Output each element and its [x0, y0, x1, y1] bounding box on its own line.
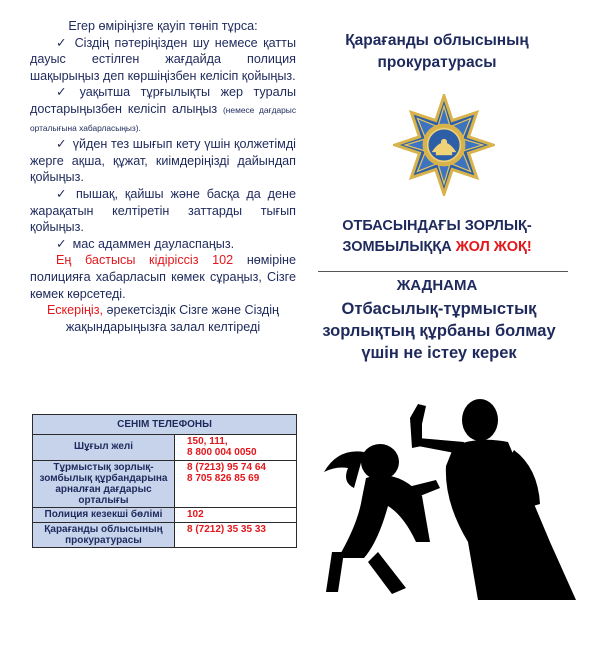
advice-item-2 [30, 84, 296, 136]
check-mark-icon: ✓ [56, 85, 74, 100]
check-mark-icon: ✓ [56, 137, 67, 152]
call-police-paragraph [30, 252, 296, 302]
divider [318, 271, 568, 272]
advice-item-3-text: үйден тез шығып кету үшін қолжетімді жерге ақша, құжат, киімдеріңізді дайындап қойыңыз. [30, 137, 296, 185]
hotline-table [32, 414, 297, 548]
phone-number: 8 705 826 85 69 [187, 472, 260, 484]
hotline-numbers [175, 435, 297, 460]
warning-paragraph [30, 302, 296, 335]
table-row [33, 508, 297, 522]
slogan-main: ОТБАСЫНДАҒЫ ЗОРЛЫҚ-ЗОМБЫЛЫҚҚА [342, 218, 532, 255]
hotline-numbers [175, 460, 297, 508]
hotline-table-header-row [33, 415, 297, 435]
slogan-highlight: ЖОЛ ЖОҚ! [455, 239, 532, 255]
phone-number: 150, 111, [187, 436, 228, 448]
advice-item-1-text: Сіздің пәтеріңізден шу немесе қатты дауыс естілген жағдайда полиция шақырыңыз деп көршіңізбен келісіп қойыңыз. [30, 35, 296, 83]
call-police-highlight: Ең бастысы кідіріссіз 102 [56, 253, 234, 268]
advice-item-4 [30, 186, 296, 236]
table-row [33, 522, 297, 547]
slogan [318, 216, 556, 258]
table-row [33, 435, 297, 460]
leaflet-subtitle: Отбасылық-тұрмыстық зорлықтың құрбаны болмау үшін не істеу керек [322, 300, 556, 362]
hotline-label: Шұғыл желі [33, 435, 175, 460]
advice-item-5 [30, 236, 296, 253]
advice-item-3 [30, 136, 296, 186]
warning-highlight: Ескеріңіз, [46, 303, 104, 318]
phone-number: 8 (7212) 35 35 33 [187, 523, 266, 535]
call-police-text: нөміріне полицияға хабарласып көмек сұраңыз, Сізге көмек көрсетеді. [30, 253, 296, 301]
phone-number: 102 [187, 509, 204, 521]
advice-intro: Егер өміріңізге қауіп төніп тұрса: [68, 19, 258, 33]
check-mark-icon: ✓ [56, 186, 70, 201]
phone-number: 8 (7213) 95 74 64 [187, 461, 266, 473]
advice-item-2-note: (немесе дағдарыс орталығына хабарласыңыз). [30, 104, 297, 133]
check-mark-icon: ✓ [56, 35, 69, 50]
hotline-label: Тұрмыстық зорлық-зомбылық құрбандарына арналған дағдарыс орталығы [33, 460, 175, 508]
table-row [33, 460, 297, 508]
hotline-table-header: СЕНІМ ТЕЛЕФОНЫ [33, 415, 297, 435]
domestic-violence-silhouette-icon [318, 392, 576, 600]
leaflet-title: ЖАДНАМА [396, 277, 478, 294]
organization-title: Қарағанды облысының прокуратурасы [345, 32, 529, 71]
check-mark-icon: ✓ [56, 236, 67, 251]
hotline-numbers [175, 508, 297, 522]
hotline-numbers [175, 522, 297, 547]
advice-item-5-text: мас адаммен дауласпаңыз. [72, 236, 235, 251]
advice-item-2-text: уақытша тұрғылықты жер туралы достарыңызбен келісіп алыңыз [30, 85, 296, 116]
advice-column [30, 18, 296, 335]
hotline-label: Қарағанды облысының прокуратурасы [33, 522, 175, 547]
advice-item-4-text: пышақ, қайшы және басқа да дене жарақатын келтіретін заттарды тығып қойыңыз. [30, 186, 296, 235]
advice-item-1 [30, 35, 296, 85]
phone-number: 8 800 004 0050 [187, 447, 257, 459]
hotline-label: Полиция кезекші бөлімі [33, 508, 175, 522]
prosecutor-emblem-icon [393, 94, 495, 196]
warning-text: әрекетсіздік Сізге және Сіздің жақындарыңызға залал келтіреді [65, 303, 280, 334]
